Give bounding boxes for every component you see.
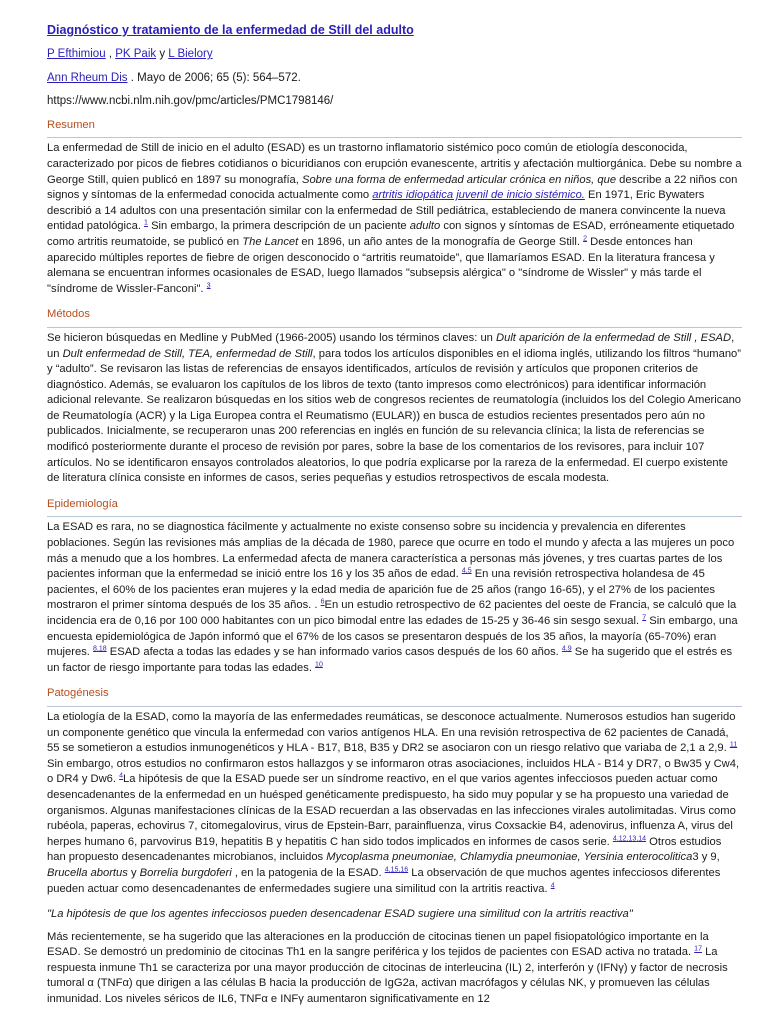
citation-ref[interactable]: 5 (467, 567, 472, 575)
paragraph: La enfermedad de Still de inicio en el adulto (ESAD) es un trastorno inflamatorio sistémico poco común de etiología desconocida, caracterizado por picos de fiebres cotidianos o bicuridianos con erupción evanescente, artritis y afectación multiorgánica. Debe su nombre a George Still, quien publicó en 1897 su monografía, Sobre una forma de enfermedad articular crónica en niños, que describe a 22 niños con signos y síntomas de la enfermedad conocida actualmente como artritis idiopática juvenil de inicio sistémico. En 1971, Eric Bywaters describió a 14 adultos con una presentación similar con la enfermedad de Still pediátrica, estableciendo de manera convincente la nueva entidad patológica. $^1$ Sin embargo, la primera descripción de un paciente adulto con signos y síntomas de ESAD, erróneamente etiquetado como artritis reumatoide, se publicó en The Lancet en 1896, un año antes de la monografía de George Still. $^2$ Desde entonces han aparecido múltiples reportes de fiebre de origen desconocido o “artritis reumatoide”, que llamaríamos ESAD. En la literatura francesa y alemana se encuentran informes ocasionales de ESAD, luego llamados "subsepsis alérgica" o "síndrome de Wissler" y más tarde el "síndrome de Wissler-Fanconi". $^3$ (47, 142, 742, 295)
citation-ref[interactable]: 3 (206, 281, 211, 289)
author-separator: y (159, 48, 166, 60)
author-link-1[interactable]: P Efthimiou (47, 48, 106, 60)
paragraph: Más recientemente, se ha sugerido que las alteraciones en la producción de citocinas tienen un papel fisiopatológico importante en la ESAD. Se demostró un predominio de citocinas Th1 en la sangre periférica y los tejidos de pacientes con ESAD activa no tratada. $^{17}$ La respuesta inmune Th1 se caracteriza por una mayor producción de citocinas de interleucina (IL) 2, interferón y (IFNγ) y factor de necrosis tumoral α (TNFα) que dirigen a las células B hacia la producción de IgG2a, activan macrófagos y células NK, y promueven las células inmunidad. Los niveles séricos de IL6, TNFα e INFγ aumentaron significativamente en 12 (47, 930, 728, 1006)
section-patogenesis (47, 686, 742, 1007)
section-heading: Resumen (47, 118, 742, 139)
citation-ref[interactable]: 4 (612, 834, 617, 842)
citation-ref[interactable]: 13 (628, 834, 637, 842)
citation-ref[interactable]: 2 (583, 235, 588, 243)
citation-ref[interactable]: 9 (567, 645, 572, 653)
citation-ref[interactable]: 7 (642, 614, 647, 622)
citation-ref[interactable]: 1 (144, 219, 148, 227)
paragraph: La ESAD es rara, no se diagnostica fácilmente y actualmente no existe consenso sobre su incidencia y prevalencia en diferentes poblaciones. Según las revisiones más amplias de la década de 1980, parece que ocurre en todo el mundo y afecta a las mujeres un poco más a menudo que a los hombres. La enfermedad afecta de manera característica a personas más jóvenes, y tres cuartas partes de los pacientes informan que la enfermedad se inició entre los 16 y los 35 años de edad. $^{4,5}$ En una revisión retrospectiva holandesa de 45 pacientes, el 60% de los pacientes eran mujeres y la edad media de aparición fue de 25 años (rango 16-65), y el 27% de los pacientes mostraron el primer síntoma después de los 35 años. . $^6$En un estudio retrospectivo de 62 pacientes del oeste de Francia, se calculó que la incidencia era de 0,16 por 100 000 habitantes con un pico bimodal entre las edades de 15-25 y 36-46 sin sesgo sexual. $^7$ Sin embargo, una encuesta epidemiológica de Japón informó que el 67% de los casos se presentaron después de los 35 años, la mayoría (65-70%) eran mujeres. $^{8,18}$ ESAD afecta a todas las edades y se han informado varios casos después de los 60 años. $^{4,9}$ Se ha sugerido que el estrés es un factor de riesgo importante para todas las edades. $^{10}$ (47, 521, 738, 674)
author-separator: , (108, 48, 113, 60)
section-heading: Métodos (47, 307, 742, 328)
citation-ref[interactable]: 18 (98, 645, 107, 653)
citation-ref[interactable]: 11 (729, 741, 738, 749)
citation-ref[interactable]: 4 (461, 567, 466, 575)
citation-text: . Mayo de 2006; 65 (5): 564–572. (130, 71, 301, 84)
pull-quote: "La hipótesis de que los agentes infecciosos pueden desencadenar ESAD sugiere una similitud con la artritis reactiva" (47, 908, 633, 921)
citation-ref[interactable]: 10 (315, 661, 323, 669)
paragraph: Se hicieron búsquedas en Medline y PubMed (1966-2005) usando los términos claves: un Dult aparición de la enfermedad de Still , ESAD, un Dult enfermedad de Still, TEA, enfermedad de Still, para todos los artículos disponibles en el idioma inglés, utilizando los filtros “humano” y “adulto”. Se revisaron las listas de referencias de ensayos identificados, artículos de revisión y artículos que proponen criterios de diagnóstico. Además, se evaluaron los capítulos de los libros de texto (tanto impresos como electrónicos) para identificar información adicional relevante. Se realizaron búsquedas en los sitios web de congresos recientes de reumatología (incluidos los del Colegio Americano de Reumatología (ACR) y la Liga Europea contra el Reumatismo (EULAR)) en busca de estudios recientes presentados pero aún no publicados. Inicialmente, se recuperaron unas 200 referencias en inglés en función de su relevancia clínica; la lista de referencias se modificó posteriormente durante el proceso de revisión por pares, sobre la base de los comentarios de los revisores, para incluir 107 artículos. No se identificaron ensayos controlados aleatorios, lo que podría explicarse por la rareza de la enfermedad. El cuerpo existente de literatura clínica consiste en informes de casos, series pequeñas y estudios retrospectivos de escala modesta. (47, 331, 742, 485)
citation-ref[interactable]: 14 (638, 834, 647, 842)
author-link-2[interactable]: PK Paik (115, 48, 157, 60)
citation-ref[interactable]: 12 (618, 834, 627, 842)
citation-ref[interactable]: 4 (561, 645, 566, 653)
section-metodos (47, 307, 742, 487)
paragraph: La etiología de la ESAD, como la mayoría de las enfermedades reumáticas, se desconoce actualmente. Numerosos estudios han sugerido un componente genético que vincula la enfermedad con varios antígenos HLA. En una revisión retrospectiva de 62 pacientes de Canadá, 55 se sometieron a estudios inmunogenéticos y HLA - B17, B18, B35 y DR2 se asociaron con un riesgo relativo que variaba de 2,1 a 2,9. $^{11}$ Sin embargo, otros estudios no confirmaron estos hallazgos y se informaron otras asociaciones, incluidos HLA - B14 y DR7, o Bw35 y Cw4, o DR4 y Dw6. $^4$La hipótesis de que la ESAD puede ser un síndrome reactivo, en el que varios agentes infecciosos pueden actuar como desencadenantes de la enfermedad en un huésped genéticamente predispuesto, ha sido muy popular y se ha propuesto una variedad de organismos. Algunas manifestaciones clínicas de la ESAD recuerdan a las observadas en las infecciones virales autolimitadas. Virus como rubéola, paperas, echovirus 7, citomegalovirus, virus de Epstein-Barr, parainfluenza, virus Coxsackie B4, adenovirus, influenza A, virus del herpes humano 6, parvovirus B19, hepatitis B y hepatitis C han sido todos implicados en informes de casos serie. $^{4,12,13,14}$ Otros estudios han propuesto desencadenantes microbianos, incluidos Mycoplasma pneumoniae, Chlamydia pneumoniae, Yersinia enterocolitica3 y 9, Brucella abortus y Borrelia burgdoferi , en la patogenia de la ESAD. $^{4,15,16}$ La observación de que muchos agentes infecciosos diferentes pueden actuar como desencadenantes de enfermedades sugiere una similitud con la artritis reactiva. $^4$ (47, 710, 740, 895)
section-resumen (47, 118, 742, 298)
journal-link[interactable]: Ann Rheum Dis (47, 71, 128, 84)
citation-ref[interactable]: 15 (390, 866, 399, 874)
section-epidemiologia (47, 497, 742, 677)
citation-ref[interactable]: 4 (550, 881, 555, 889)
authors-line (47, 47, 742, 63)
article-title[interactable] (47, 22, 742, 38)
author-link-3[interactable]: L Bielory (168, 48, 213, 60)
citation-ref[interactable]: 8 (93, 645, 97, 653)
section-heading: Patogénesis (47, 686, 742, 707)
title-link[interactable]: Diagnóstico y tratamiento de la enfermedad de Still del adulto (47, 23, 414, 37)
citation-ref[interactable]: 4 (384, 866, 389, 874)
citation-ref[interactable]: 17 (694, 945, 702, 953)
citation-ref[interactable]: 4 (119, 772, 124, 780)
citation-ref[interactable]: 6 (320, 598, 325, 606)
citation-ref[interactable]: 16 (400, 866, 409, 874)
source-url: https://www.ncbi.nlm.nih.gov/pmc/articles/PMC1798146/ (47, 95, 334, 108)
citation-line (47, 71, 742, 87)
reference-link[interactable]: artritis idiopática juvenil de inicio sistémico. (372, 189, 585, 202)
section-heading: Epidemiología (47, 497, 742, 518)
